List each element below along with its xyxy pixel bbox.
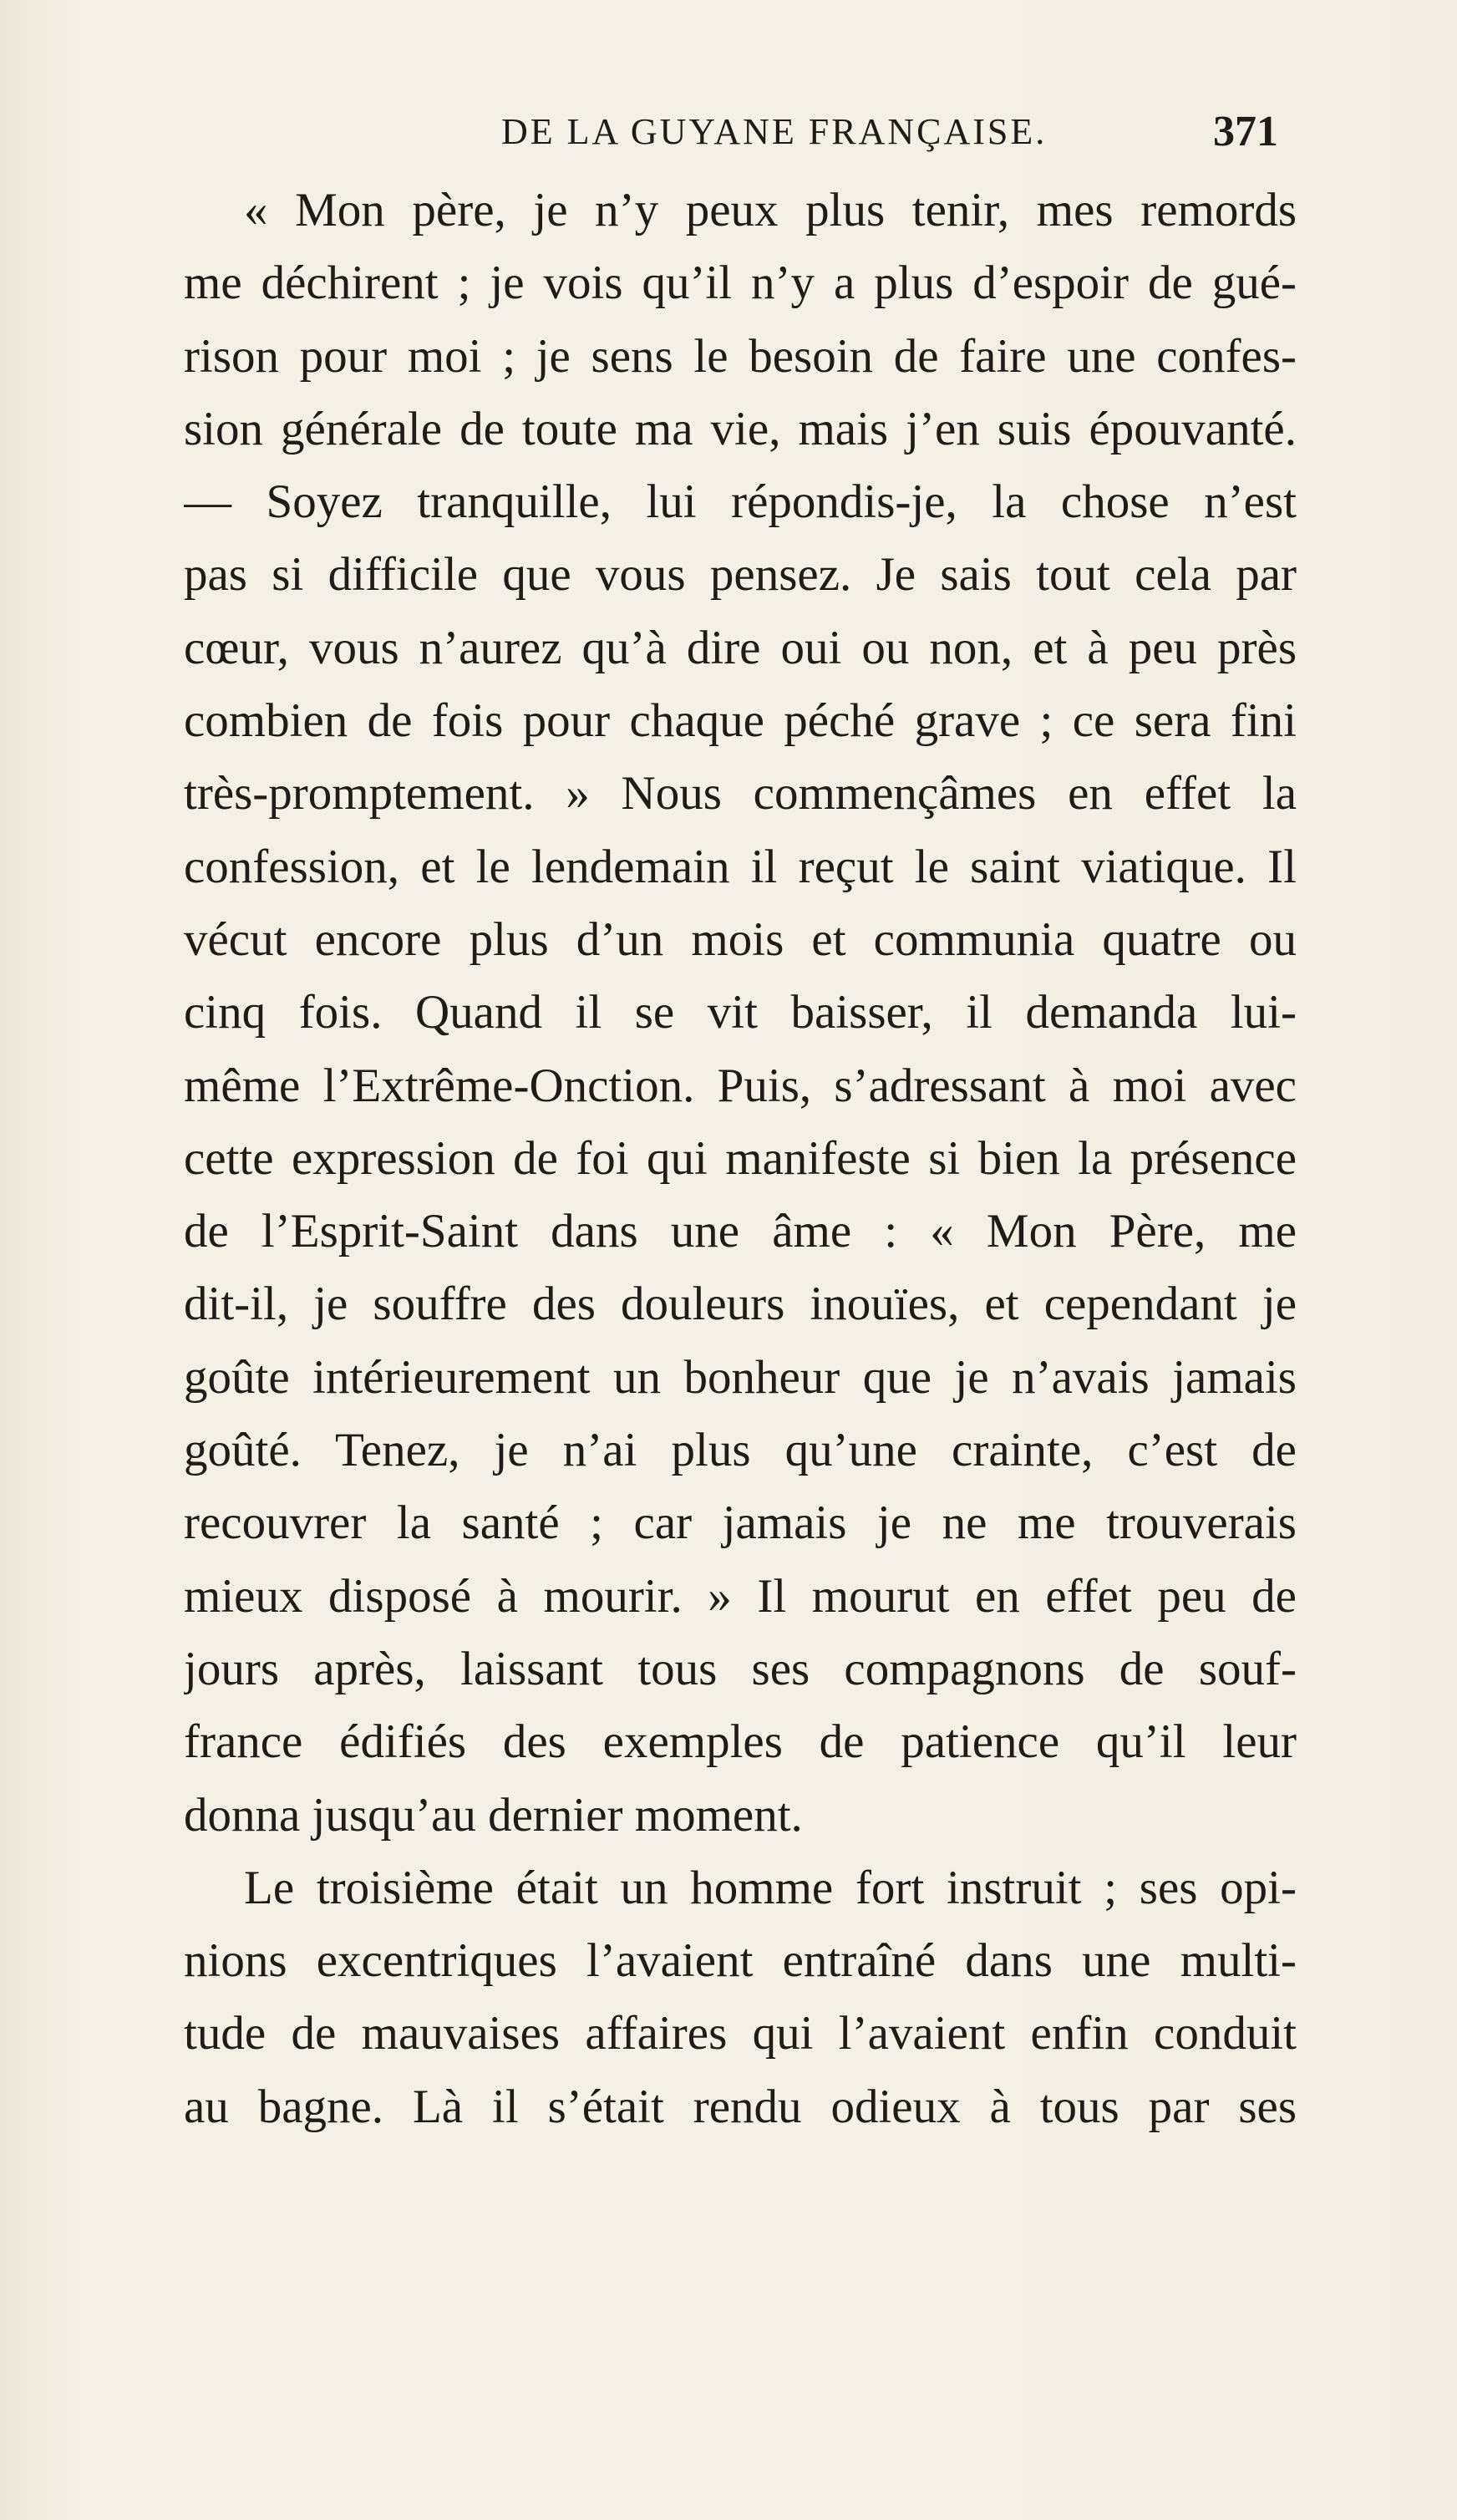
text-line: dit-il, je souffre des douleurs inouïes, et cependant je xyxy=(184,1278,1297,1331)
text-line: goûte intérieurement un bonheur que je n’avais jamais xyxy=(184,1350,1297,1404)
text-line: combien de fois pour chaque péché grave ; ce sera fini xyxy=(184,694,1297,748)
text-line: sion générale de toute ma vie, mais j’en suis épouvanté. xyxy=(184,402,1297,455)
text-line: — Soyez tranquille, lui répondis-je, la chose n’est xyxy=(184,475,1297,529)
body-text xyxy=(184,174,1297,2143)
text-line: confession, et le lendemain il reçut le saint viatique. Il xyxy=(184,840,1297,893)
text-line: Le troisième était un homme fort instruit ; ses opi- xyxy=(244,1861,1297,1914)
page-header xyxy=(184,107,1278,157)
text-line: mieux disposé à mourir. » Il mourut en effet peu de xyxy=(184,1569,1297,1623)
text-line: tude de mauvaises affaires qui l’avaient enfin conduit xyxy=(184,2007,1297,2060)
text-line: jours après, laissant tous ses compagnons de souf- xyxy=(184,1642,1297,1695)
text-line: pas si difficile que vous pensez. Je sais tout cela par xyxy=(184,548,1297,602)
text-line: cœur, vous n’aurez qu’à dire oui ou non, et à peu près xyxy=(184,621,1297,674)
text-line: de l’Esprit-Saint dans une âme : « Mon Père, me xyxy=(184,1205,1297,1258)
text-line: cette expression de foi qui manifeste si bien la présence xyxy=(184,1131,1297,1185)
text-line: « Mon père, je n’y peux plus tenir, mes remords xyxy=(244,184,1297,236)
page-number: 371 xyxy=(1213,108,1278,155)
running-head: DE LA GUYANE FRANÇAISE. xyxy=(501,111,1048,152)
text-line: france édifiés des exemples de patience qu’il leur xyxy=(184,1715,1297,1769)
text-line: vécut encore plus d’un mois et communia quatre ou xyxy=(184,912,1297,966)
text-line: nions excentriques l’avaient entraîné dans une multi- xyxy=(184,1934,1297,1988)
text-line: goûté. Tenez, je n’ai plus qu’une crainte, c’est de xyxy=(184,1424,1297,1477)
text-line: au bagne. Là il s’était rendu odieux à tous par ses xyxy=(184,2080,1297,2133)
text-line: donna jusqu’au dernier moment. xyxy=(184,1788,803,1842)
text-line: cinq fois. Quand il se vit baisser, il demanda lui- xyxy=(184,986,1297,1039)
text-line: même l’Extrême-Onction. Puis, s’adressant à moi avec xyxy=(184,1059,1297,1112)
text-line: très-promptement. » Nous commençâmes en effet la xyxy=(184,767,1297,821)
text-line: rison pour moi ; je sens le besoin de faire une confes- xyxy=(184,329,1297,383)
text-line: me déchirent ; je vois qu’il n’y a plus d’espoir de gué- xyxy=(184,257,1297,310)
text-line: recouvrer la santé ; car jamais je ne me trouverais xyxy=(184,1496,1297,1550)
